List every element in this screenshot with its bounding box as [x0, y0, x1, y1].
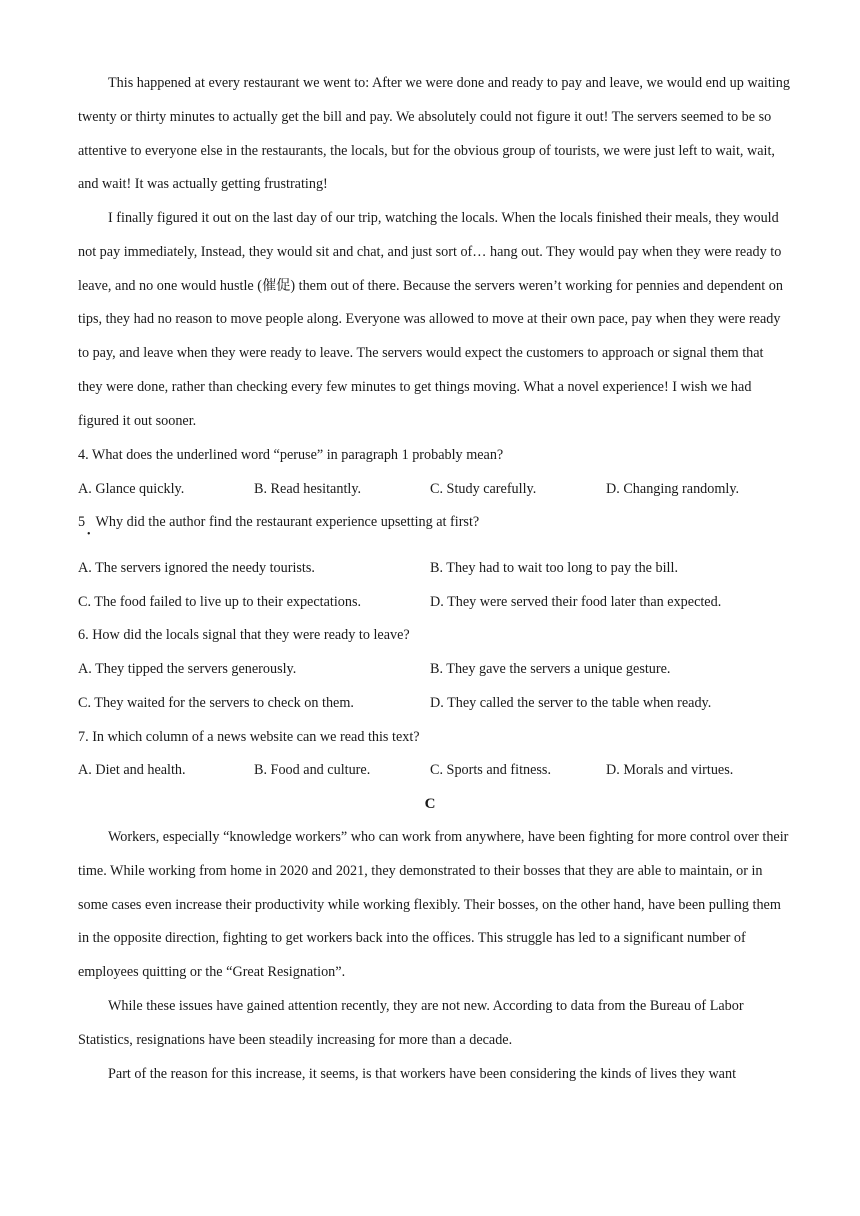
question-5-stem: 5 Why did the author find the restaurant experience upsetting at first?	[78, 514, 480, 530]
passage-c-paragraph-3: Part of the reason for this increase, it seems, is that workers have been considering the kinds of lives they want	[108, 1066, 737, 1082]
question-6-option-c: C. They waited for the servers to check on them.	[78, 695, 354, 711]
question-7-option-d: D. Morals and virtues.	[606, 762, 734, 778]
question-7-option-c: C. Sports and fitness.	[430, 762, 551, 778]
question-5-option-a: A. The servers ignored the needy tourists.	[78, 560, 315, 576]
question-5-option-d: D. They were served their food later than expected.	[430, 594, 722, 610]
question-6-option-b: B. They gave the servers a unique gesture.	[430, 661, 671, 677]
question-5-option-c: C. The food failed to live up to their expectations.	[78, 594, 362, 610]
question-7-option-a: A. Diet and health.	[78, 762, 186, 778]
question-6-option-d: D. They called the server to the table when ready.	[430, 695, 712, 711]
question-4-stem: 4. What does the underlined word “peruse” in paragraph 1 probably mean?	[78, 447, 504, 463]
question-4-option-a: A. Glance quickly.	[78, 481, 185, 497]
punctuation-dot: •	[87, 529, 91, 540]
question-4-option-b: B. Read hesitantly.	[254, 481, 362, 497]
passage-c-paragraph-1: Workers, especially “knowledge workers” who can work from anywhere, have been fighting for more control over their time. While working from home in 2020 and 2021, they demonstrated to their bosses that they are able to maintain, or in some cases even increase their productivity while working flexibly. Their bosses, on the other hand, have been pulling them in the opposite direction, fighting to get workers back into the offices. This struggle has led to a significant number of employees quitting or the “Great Resignation”.	[78, 829, 789, 981]
question-5-option-b: B. They had to wait too long to pay the bill.	[430, 560, 678, 576]
question-7-stem: 7. In which column of a news website can we read this text?	[78, 729, 420, 745]
question-4-option-c: C. Study carefully.	[430, 481, 537, 497]
passage-b-paragraph-2: I finally figured it out on the last day of our trip, watching the locals. When the locals finished their meals, they would not pay immediately, Instead, they would sit and chat, and just sort of… hang out. They would pay when they were ready to leave, and no one would hustle (催促) them out of there. Because the servers weren’t working for pennies and dependent on tips, they had no reason to move people along. Everyone was allowed to move at their own pace, pay when they were ready to pay, and leave when they were ready to leave. The servers would expect the customers to approach or signal them that they were done, rather than checking every few minutes to get things moving. What a novel experience! I wish we had figured it out sooner.	[78, 210, 783, 429]
question-4-option-d: D. Changing randomly.	[606, 481, 740, 497]
passage-b-paragraph-1: This happened at every restaurant we went to: After we were done and ready to pay and leave, we would end up waiting twenty or thirty minutes to actually get the bill and pay. We absolutely could not figure it out! The servers seemed to be so attentive to everyone else in the restaurants, the locals, but for the obvious group of tourists, we were just left to wait, wait, and wait! It was actually getting frustrating!	[78, 75, 790, 193]
question-7-option-b: B. Food and culture.	[254, 762, 371, 778]
section-c-heading: C	[424, 796, 436, 812]
question-6-option-a: A. They tipped the servers generously.	[78, 661, 297, 677]
passage-c-paragraph-2: While these issues have gained attention recently, they are not new. According to data from the Bureau of Labor Statistics, resignations have been steadily increasing for more than a decade.	[78, 998, 744, 1048]
question-6-stem: 6. How did the locals signal that they were ready to leave?	[78, 627, 410, 643]
